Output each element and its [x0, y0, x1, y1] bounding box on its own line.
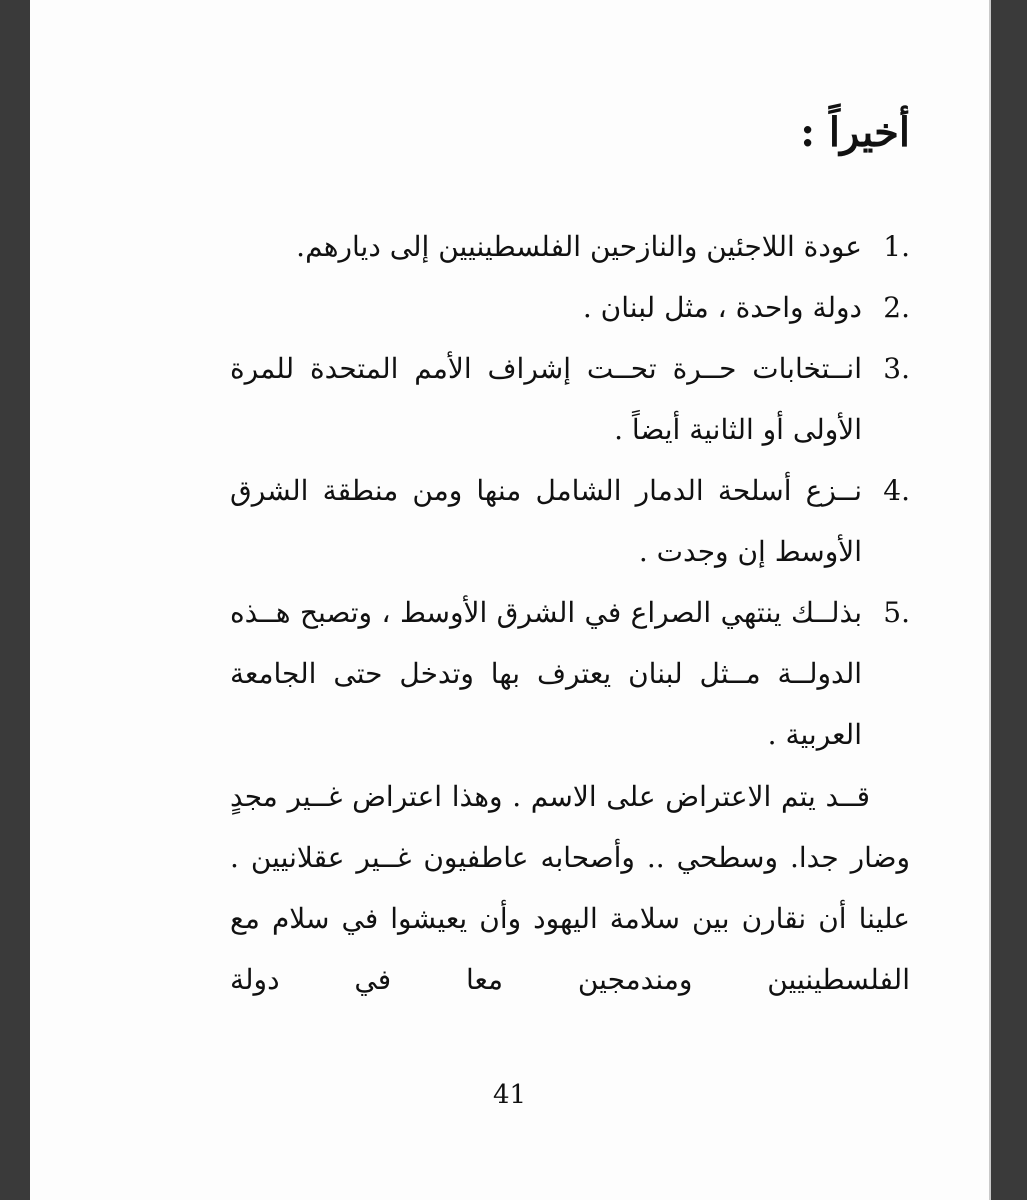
- list-item: [230, 277, 910, 338]
- page-heading: أخيراً :: [800, 109, 910, 156]
- list-item-number: 3.: [883, 352, 910, 385]
- list-item: [230, 460, 910, 582]
- page-number: 41: [492, 1080, 527, 1110]
- body-paragraph: قــد يتم الاعتراض على الاسم . وهذا اعتراض غــير مجدٍ وضار جدا. وسطحي .. وأصحابه عاطفيون غــير عقلانيين . علينا أن نقارن بين سلامة اليهود وأن يعيشوا في سلام مع الفلسطينيين ومندمجين معا في دولة: [230, 780, 910, 996]
- list-item-text: دولة واحدة ، مثل لبنان .: [582, 291, 862, 324]
- list-item-text: عودة اللاجئين والنازحين الفلسطينيين إلى ديارهم.: [296, 230, 862, 263]
- list-item: [230, 338, 910, 460]
- list-item-number: 1.: [883, 230, 910, 263]
- left-frame-edge: [0, 0, 30, 1200]
- right-frame-edge: [991, 0, 1027, 1200]
- list-item-text: انــتخابات حــرة تحــت إشراف الأمم المتحدة للمرة الأولى أو الثانية أيضاً .: [230, 352, 862, 446]
- book-page: [30, 0, 989, 1200]
- list-item-text: بذلــك ينتهي الصراع في الشرق الأوسط ، وتصبح هــذه الدولــة مــثل لبنان يعترف بها وتدخل حتى الجامعة العربية .: [230, 596, 862, 751]
- list-item-text: نــزع أسلحة الدمار الشامل منها ومن منطقة الشرق الأوسط إن وجدت .: [230, 474, 862, 568]
- list-item-number: 2.: [883, 291, 910, 324]
- numbered-list: [230, 216, 910, 765]
- list-item: [230, 216, 910, 277]
- list-item: [230, 582, 910, 765]
- list-item-number: 4.: [883, 474, 910, 507]
- list-item-number: 5.: [883, 596, 910, 629]
